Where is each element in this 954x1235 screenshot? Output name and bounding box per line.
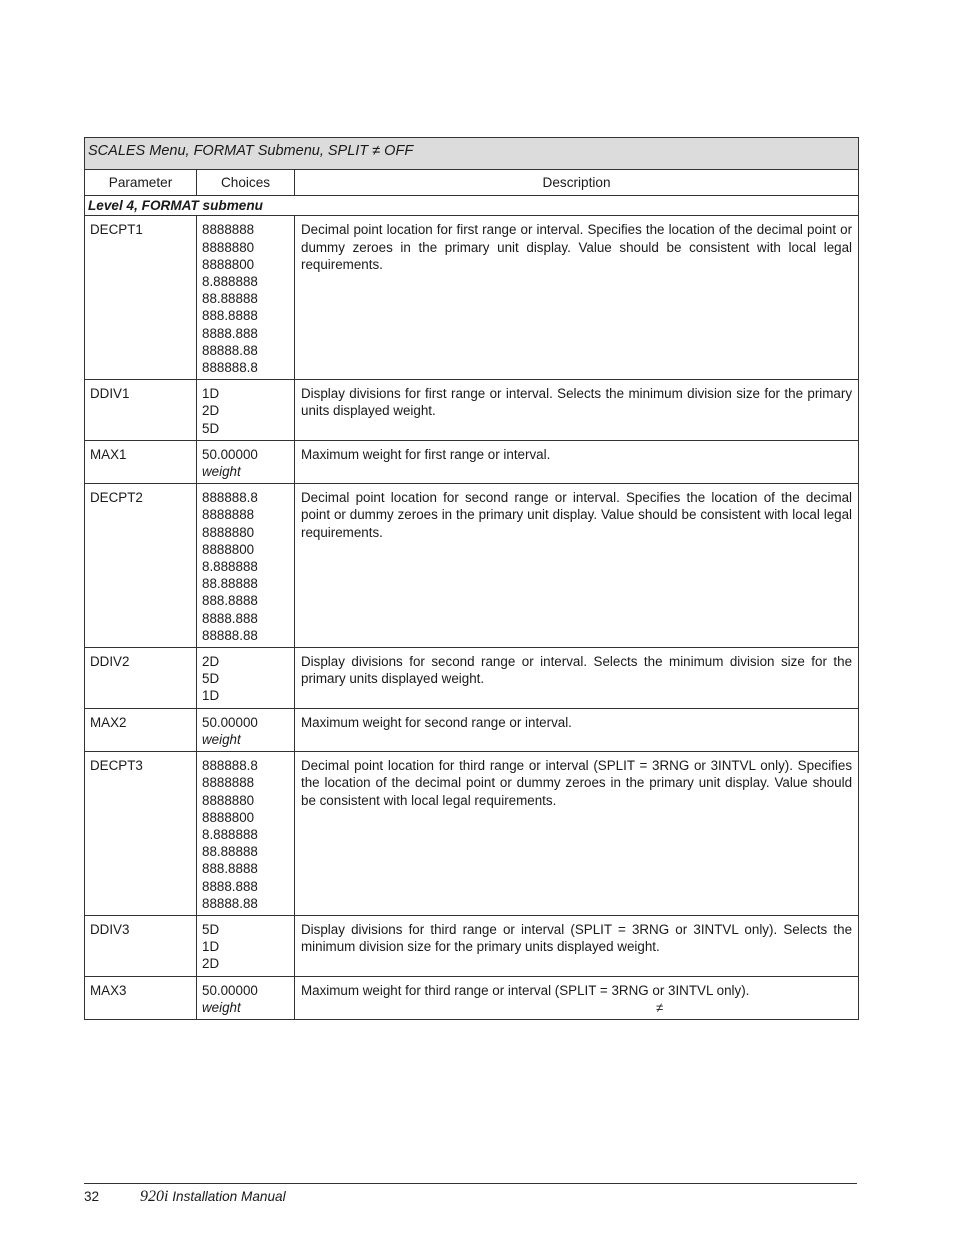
parameter-cell: DECPT3 <box>85 752 197 916</box>
choice-item: 8.888888 <box>202 274 258 290</box>
choices-cell <box>197 976 295 1019</box>
choice-item: 5D <box>202 921 220 937</box>
choice-item: 50.00000 <box>202 982 258 998</box>
choices-cell <box>197 216 295 380</box>
column-header-choices: Choices <box>197 170 295 196</box>
choice-item: 888.8888 <box>202 308 258 324</box>
choice-item: 1D <box>202 939 220 955</box>
footer-divider <box>84 1183 857 1184</box>
parameter-cell: MAX2 <box>85 708 197 751</box>
choice-item: 88888.88 <box>202 627 258 643</box>
choices-cell <box>197 648 295 709</box>
choice-item: 8888880 <box>202 524 255 540</box>
choice-item: weight <box>202 731 241 747</box>
table-caption: SCALES Menu, FORMAT Submenu, SPLIT ≠ OFF <box>85 138 859 170</box>
choice-item: 8.888888 <box>202 826 258 842</box>
table-row <box>85 915 859 976</box>
choice-item: 8.888888 <box>202 559 258 575</box>
choice-item: 88888.88 <box>202 342 258 358</box>
choice-item: 8888880 <box>202 239 255 255</box>
model-name: 920i <box>140 1188 169 1205</box>
table-row <box>85 380 859 441</box>
description-cell: Display divisions for first range or interval. Selects the minimum division size for the primary units displayed weight. <box>295 380 859 441</box>
description-cell: Display divisions for second range or interval. Selects the minimum division size for the primary units displayed weight. <box>295 648 859 709</box>
description-cell: Maximum weight for second range or interval. <box>295 708 859 751</box>
description-cell: Maximum weight for first range or interval. <box>295 440 859 483</box>
choice-item: 8888800 <box>202 256 255 272</box>
choice-item: 888.8888 <box>202 593 258 609</box>
choice-item: 50.00000 <box>202 714 258 730</box>
choice-item: 2D <box>202 403 220 419</box>
choice-item: 88.88888 <box>202 576 258 592</box>
choice-item: 888888.8 <box>202 758 258 774</box>
choice-item: 8888.888 <box>202 325 258 341</box>
choice-item: 5D <box>202 420 220 436</box>
description-cell: Display divisions for third range or interval (SPLIT = 3RNG or 3INTVL only). Selects the minimum division size for the primary units displayed weight. <box>295 915 859 976</box>
choice-item: 88888.88 <box>202 895 258 911</box>
description-cell: Maximum weight for third range or interval (SPLIT = 3RNG or 3INTVL only). <box>295 976 859 1019</box>
choice-item: 8888800 <box>202 541 255 557</box>
choices-cell <box>197 440 295 483</box>
parameter-cell: MAX3 <box>85 976 197 1019</box>
parameter-cell: DDIV2 <box>85 648 197 709</box>
description-cell: Decimal point location for second range or interval. Specifies the location of the decimal point or dummy zeroes in the primary unit display. Value should be consistent with local legal requirements. <box>295 484 859 648</box>
column-header-parameter: Parameter <box>85 170 197 196</box>
choice-item: 2D <box>202 956 220 972</box>
choice-item: 1D <box>202 688 220 704</box>
choice-item: 888888.8 <box>202 360 258 376</box>
table-row <box>85 752 859 916</box>
parameter-cell: MAX1 <box>85 440 197 483</box>
choice-item: 8888888 <box>202 222 255 238</box>
table-row <box>85 484 859 648</box>
choice-item: 8888880 <box>202 792 255 808</box>
not-equal-symbol: ≠ <box>656 1000 664 1015</box>
choice-item: 50.00000 <box>202 446 258 462</box>
choice-item: 8888888 <box>202 775 255 791</box>
table-row <box>85 216 859 380</box>
choices-cell <box>197 915 295 976</box>
format-submenu-table <box>84 137 859 1020</box>
level-label: Level 4, FORMAT submenu <box>85 196 859 216</box>
choice-item: 88.88888 <box>202 844 258 860</box>
table-row <box>85 648 859 709</box>
choice-item: 1D <box>202 386 220 402</box>
choices-cell <box>197 708 295 751</box>
choice-item: weight <box>202 999 241 1015</box>
choice-item: 8888.888 <box>202 878 258 894</box>
choice-item: weight <box>202 464 241 480</box>
choices-cell <box>197 752 295 916</box>
choices-cell <box>197 484 295 648</box>
choice-item: 2D <box>202 654 220 670</box>
choice-item: 8888800 <box>202 809 255 825</box>
choice-item: 8888888 <box>202 507 255 523</box>
parameter-cell: DDIV1 <box>85 380 197 441</box>
page-footer <box>84 1188 286 1206</box>
description-cell: Decimal point location for third range or interval (SPLIT = 3RNG or 3INTVL only). Specifies the location of the decimal point or dummy zeroes in the primary unit display. Value should be consistent with local legal requirements. <box>295 752 859 916</box>
choice-item: 8888.888 <box>202 610 258 626</box>
manual-title: Installation Manual <box>172 1189 286 1204</box>
parameter-cell: DECPT2 <box>85 484 197 648</box>
parameter-cell: DECPT1 <box>85 216 197 380</box>
parameter-cell: DDIV3 <box>85 915 197 976</box>
choice-item: 888.8888 <box>202 861 258 877</box>
choice-item: 88.88888 <box>202 291 258 307</box>
page-number: 32 <box>84 1189 100 1204</box>
choice-item: 5D <box>202 671 220 687</box>
column-header-description: Description <box>295 170 859 196</box>
table-row <box>85 440 859 483</box>
choices-cell <box>197 380 295 441</box>
table-row <box>85 708 859 751</box>
description-cell: Decimal point location for first range or interval. Specifies the location of the decimal point or dummy zeroes in the primary unit display. Value should be consistent with local legal requirements. <box>295 216 859 380</box>
table-row <box>85 976 859 1019</box>
choice-item: 888888.8 <box>202 490 258 506</box>
